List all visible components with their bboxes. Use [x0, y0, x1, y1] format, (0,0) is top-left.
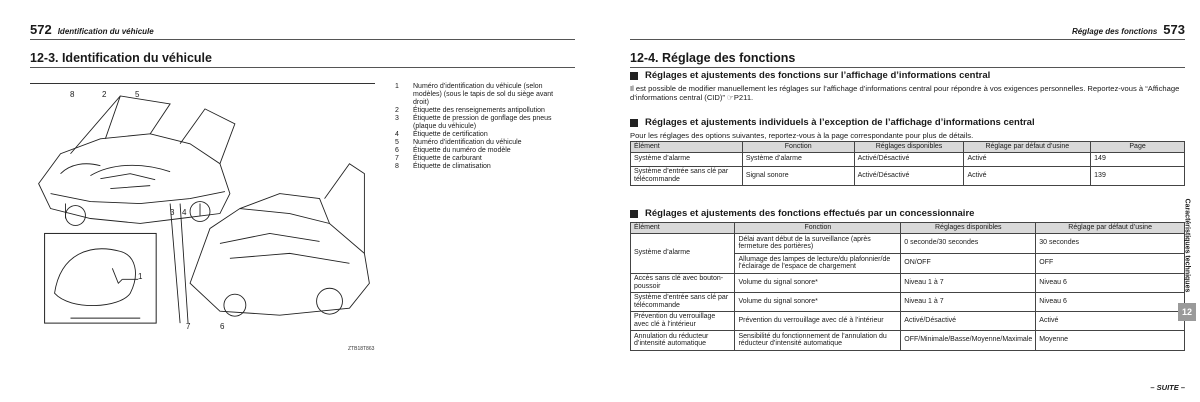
right-running-title: Réglage des fonctions	[1071, 27, 1158, 36]
square-bullet-icon	[630, 119, 638, 127]
legend-list	[395, 83, 565, 171]
table-row: Système d’entrée sans clé par télécommande Signal sonore Activé/Désactivé Activé 139	[631, 166, 1185, 185]
legend-item: 7 Étiquette de carburant	[395, 155, 482, 162]
legend-item: 2 Étiquette des renseignements antipollution	[395, 107, 545, 114]
function-settings-section-title: 12-4. Réglage des fonctions	[630, 51, 1185, 68]
left-running-title: Identification du véhicule	[57, 27, 154, 36]
legend-item: 4 Étiquette de certification	[395, 131, 488, 138]
table-row: Système d’entrée sans clé par télécommande Volume du signal sonore* Niveau 1 à 7 Niveau 6	[631, 292, 1185, 311]
right-page	[600, 0, 1200, 402]
square-bullet-icon	[630, 210, 638, 218]
subsection-dealer-title: Réglages et ajustements des fonctions effectués par un concessionnaire	[630, 208, 1185, 219]
chapter-side-tab: Caractéristiques techniques	[1183, 198, 1191, 292]
legend-item: 1 Numéro d’identification du véhicule (selon modèles) (sous le tapis de sol du siège avant droit)	[395, 83, 554, 106]
legend-item: 3 Étiquette de pression de gonflage des pneus (plaque du véhicule)	[395, 115, 552, 130]
right-page-number: 573	[1163, 22, 1185, 37]
callout-1: 1	[138, 272, 143, 281]
callout-8: 8	[70, 90, 75, 99]
subsection-individual-title: Réglages et ajustements individuels à l’exception de l’affichage d’informations central	[630, 117, 1185, 128]
legend-item: 5 Numéro d’identification du véhicule	[395, 139, 522, 146]
left-running-header	[30, 22, 575, 40]
dealer-settings-table	[630, 222, 1185, 351]
vehicle-id-section-title: 12-3. Identification du véhicule	[30, 51, 575, 68]
legend-item: 6 Étiquette du numéro de modèle	[395, 147, 511, 154]
right-running-header	[630, 22, 1185, 40]
callout-4: 4	[182, 208, 187, 217]
table-row: Système d’alarme Système d’alarme Activé/Désactivé Activé 149	[631, 152, 1185, 166]
chapter-number-badge: 12	[1178, 303, 1196, 321]
legend-item: 8 Étiquette de climatisation	[395, 163, 491, 170]
left-page-number: 572	[30, 22, 52, 37]
figure-code: ZTB18T863	[348, 346, 375, 352]
table-row: Accès sans clé avec bouton-poussoir Volume du signal sonore* Niveau 1 à 7 Niveau 6	[631, 273, 1185, 292]
individual-settings-table	[630, 141, 1185, 186]
vehicle-identification-figure	[30, 83, 375, 353]
callout-6: 6	[220, 322, 225, 331]
subsection-individual-text: Pour les réglages des options suivantes, reportez-vous à la page correspondante pour plus de détails.	[630, 131, 974, 140]
table-row: Prévention du verrouillage avec clé à l’intérieur Prévention du verrouillage avec clé à l’intérieur Activé/Désactivé Activé	[631, 311, 1185, 330]
table-header-row: Élément Fonction Réglages disponibles Réglage par défaut d’usine Page	[631, 142, 1185, 153]
subsection-cid-text: Il est possible de modifier manuellement les réglages sur l’affichage d’informations central pour répondre à vos exigences personnelles. Reportez-vous à “Affichage d’informations central (CID)” ☞P211.	[630, 84, 1180, 102]
table-row: Système d’alarme Délai avant début de la surveillance (après fermeture des portières) 0 seconde/30 secondes 30 secondes	[631, 233, 1185, 253]
callout-2: 2	[102, 90, 107, 99]
continued-marker: – SUITE –	[1150, 383, 1185, 392]
callout-7: 7	[186, 322, 191, 331]
car-line-drawing	[30, 84, 375, 353]
callout-3: 3	[170, 208, 175, 217]
table-row: Allumage des lampes de lecture/du plafonnier/de l’éclairage de l’espace de chargement ON/OFF OFF	[631, 253, 1185, 273]
square-bullet-icon	[630, 72, 638, 80]
table-header-row: Élément Fonction Réglages disponibles Réglage par défaut d’usine	[631, 223, 1185, 234]
subsection-cid-title: Réglages et ajustements des fonctions sur l’affichage d’informations central	[630, 70, 1185, 81]
callout-5: 5	[135, 90, 140, 99]
table-row: Annulation du réducteur d’intensité automatique Sensibilité du fonctionnement de l’annulation du réducteur d’intensité automatique OFF/Minimale/Basse/Moyenne/Maximale Moyenne	[631, 330, 1185, 350]
